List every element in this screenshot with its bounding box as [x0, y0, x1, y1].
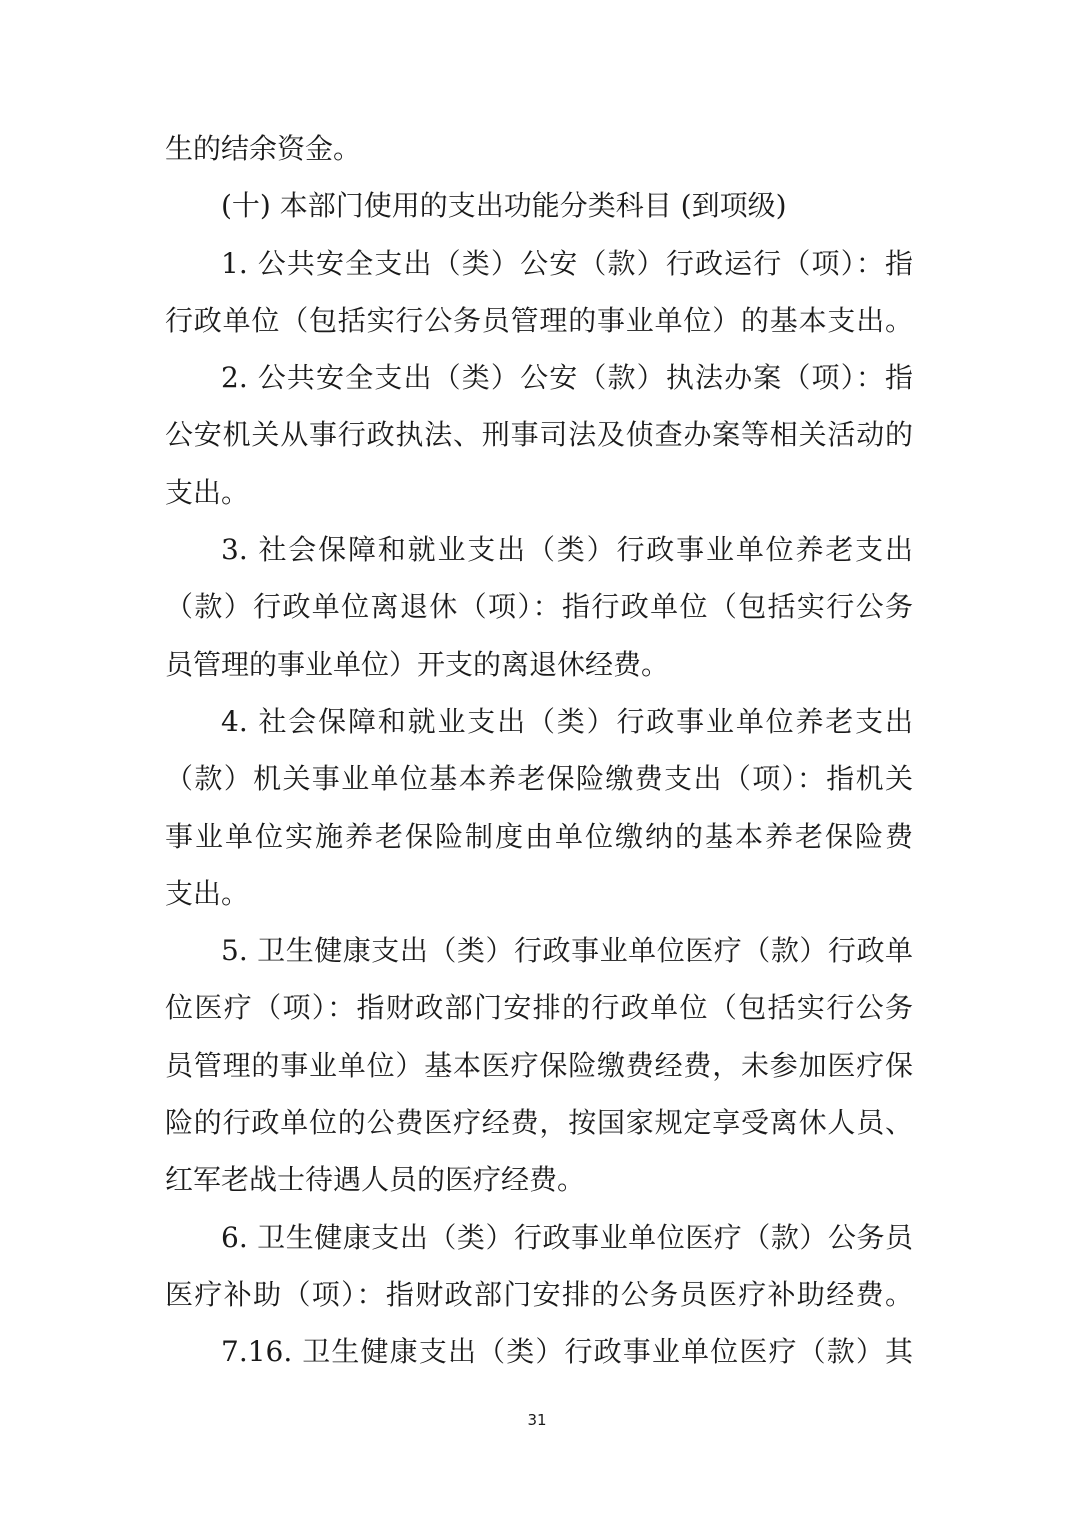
- text-line: 险的行政单位的公费医疗经费，按国家规定享受离休人员、: [165, 1106, 913, 1140]
- text-line: （款）机关事业单位基本养老保险缴费支出（项）：指机关: [165, 762, 913, 796]
- text-line: 4. 社会保障和就业支出（类）行政事业单位养老支出: [221, 704, 913, 738]
- text-line: 行政单位（包括实行公务员管理的事业单位）的基本支出。: [165, 303, 913, 337]
- text-line: 2. 公共安全支出（类）公安（款）执法办案（项）：指: [221, 361, 913, 395]
- page-number: 31: [527, 1411, 547, 1429]
- text-line: 生的结余资金。: [165, 132, 362, 165]
- text-line: 员管理的事业单位）基本医疗保险缴费经费，未参加医疗保: [165, 1048, 913, 1082]
- text-line: 支出。: [165, 475, 250, 509]
- text-line: 公安机关从事行政执法、刑事司法及侦查办案等相关活动的: [165, 418, 913, 452]
- document-body: [165, 120, 913, 1381]
- text-line: 红军老战士待遇人员的医疗经费。: [165, 1163, 586, 1197]
- text-line: 1. 公共安全支出（类）公安（款）行政运行（项）：指: [221, 246, 913, 280]
- text-line: 事业单位实施养老保险制度由单位缴纳的基本养老保险费: [165, 819, 913, 853]
- text-line: 3. 社会保障和就业支出（类）行政事业单位养老支出: [221, 533, 913, 567]
- section-heading: (十) 本部门使用的支出功能分类科目 (到项级): [221, 189, 787, 223]
- text-line: 6. 卫生健康支出（类）行政事业单位医疗（款）公务员: [221, 1220, 913, 1254]
- text-line: 位医疗（项）：指财政部门安排的行政单位（包括实行公务: [165, 991, 913, 1025]
- text-line: 员管理的事业单位）开支的离退休经费。: [165, 647, 670, 681]
- text-line: 7.16. 卫生健康支出（类）行政事业单位医疗（款）其: [221, 1335, 913, 1369]
- text-line: （款）行政单位离退休（项）：指行政单位（包括实行公务: [165, 590, 913, 624]
- text-line: 医疗补助（项）：指财政部门安排的公务员医疗补助经费。: [165, 1277, 913, 1311]
- text-line: 5. 卫生健康支出（类）行政事业单位医疗（款）行政单: [221, 934, 913, 968]
- text-line: 支出。: [165, 876, 250, 910]
